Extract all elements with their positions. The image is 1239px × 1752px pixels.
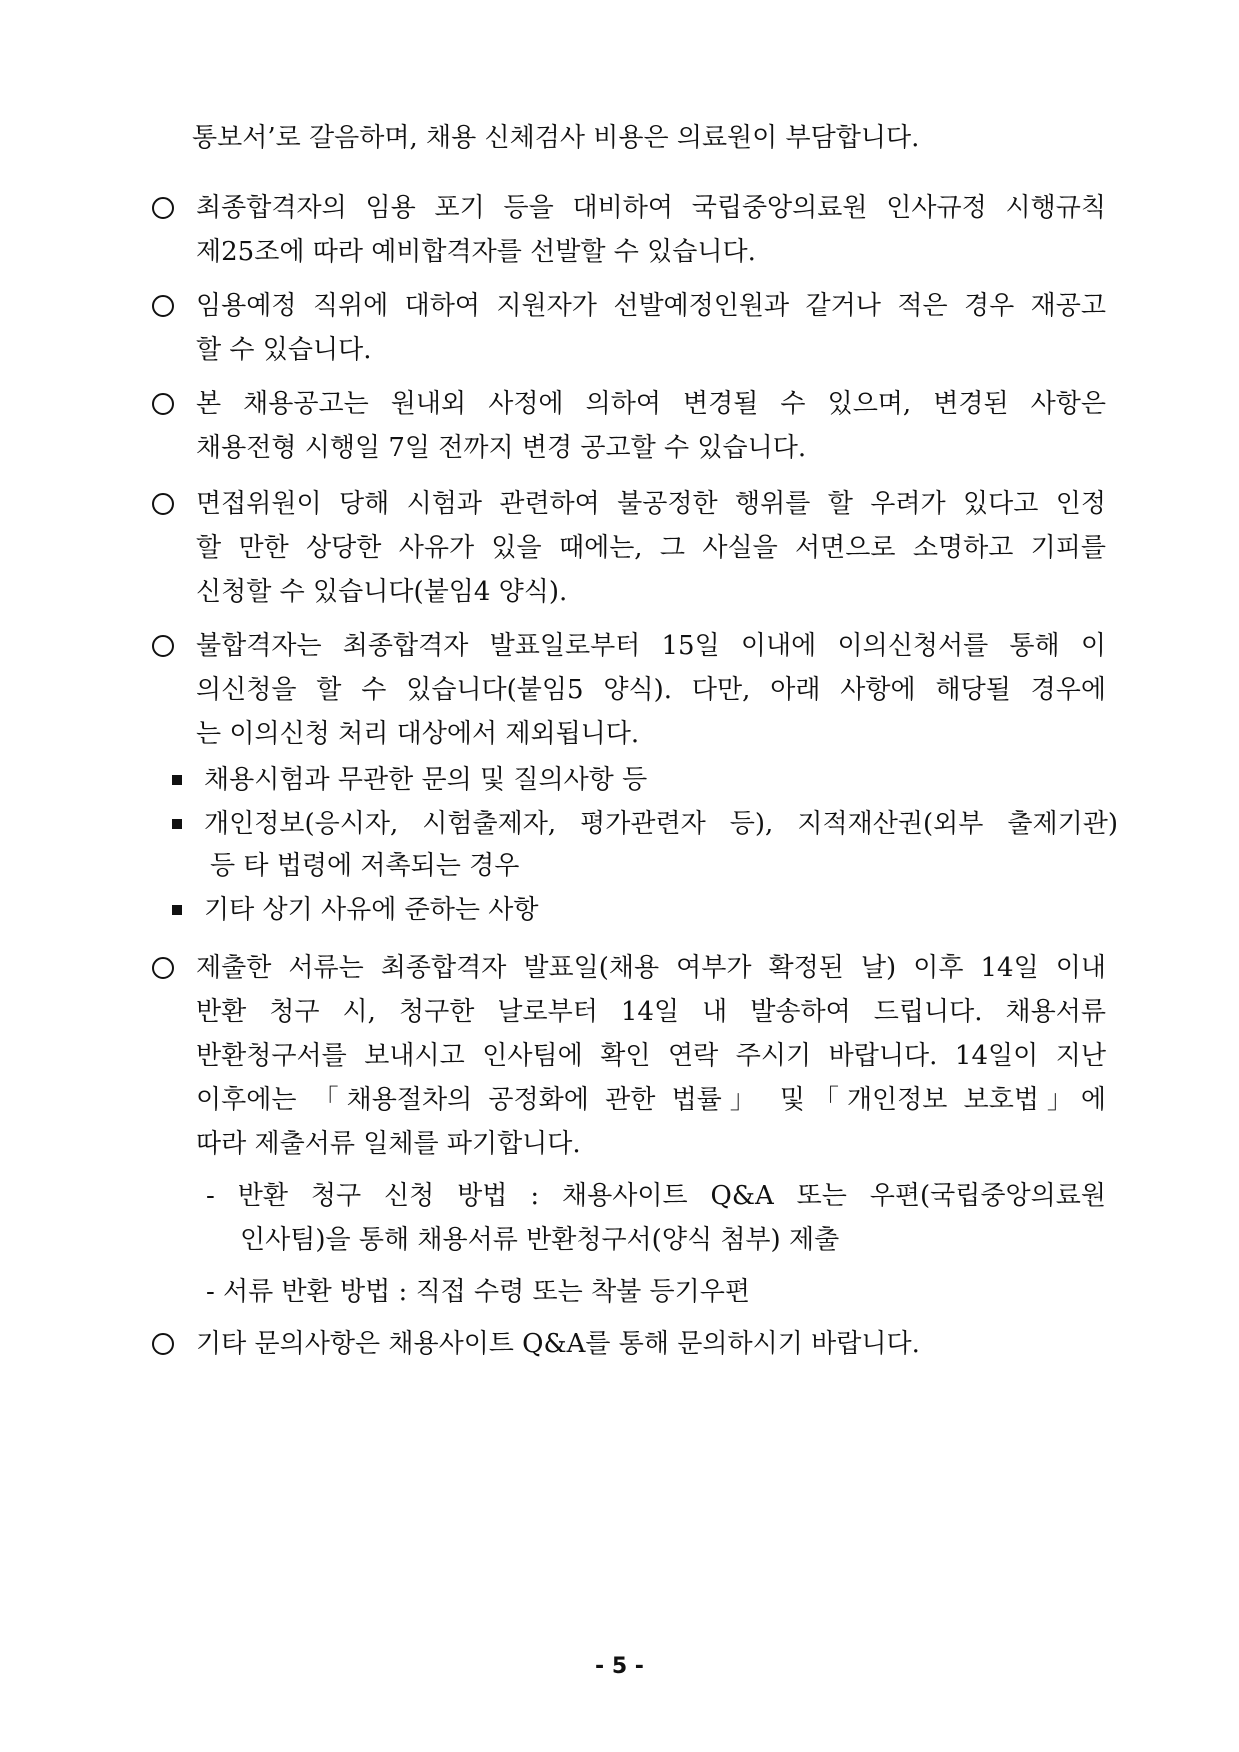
circle-bullet-icon xyxy=(152,957,174,979)
item-3-line-2: 채용전형 시행일 7일 전까지 변경 공고할 수 있습니다. xyxy=(196,433,807,463)
dash-item-1-line-1: - 반환 청구 신청 방법 : 채용사이트 Q&A 또는 우편(국립중앙의료원 xyxy=(206,1181,1106,1211)
item-5-line-3: 는 이의신청 처리 대상에서 제외됩니다. xyxy=(196,719,640,749)
circle-bullet-icon xyxy=(152,493,174,515)
continuation-text: 통보서’로 갈음하며, 채용 신체검사 비용은 의료원이 부담합니다. xyxy=(192,123,920,153)
dash-item-1-line-2: 인사팀)을 통해 채용서류 반환청구서(양식 첨부) 제출 xyxy=(240,1225,840,1255)
item-7-line-1: 기타 문의사항은 채용사이트 Q&A를 통해 문의하시기 바랍니다. xyxy=(196,1329,920,1359)
item-3-line-1: 본 채용공고는 원내외 사정에 의하여 변경될 수 있으며, 변경된 사항은 xyxy=(196,389,1106,419)
item-6-line-2: 반환 청구 시, 청구한 날로부터 14일 내 발송하여 드립니다. 채용서류 xyxy=(196,997,1106,1027)
subitem-2-line-1: 개인정보(응시자, 시험출제자, 평가관련자 등), 지적재산권(외부 출제기관) xyxy=(204,809,1118,839)
item-1-line-2: 제25조에 따라 예비합격자를 선발할 수 있습니다. xyxy=(196,237,756,267)
square-bullet-icon xyxy=(172,905,182,915)
circle-bullet-icon xyxy=(152,635,174,657)
subitem-3-line-1: 기타 상기 사유에 준하는 사항 xyxy=(204,895,539,925)
item-5-line-1: 불합격자는 최종합격자 발표일로부터 15일 이내에 이의신청서를 통해 이 xyxy=(196,631,1106,661)
item-4-line-1: 면접위원이 당해 시험과 관련하여 불공정한 행위를 할 우려가 있다고 인정 xyxy=(196,489,1106,519)
circle-bullet-icon xyxy=(152,1333,174,1355)
item-4-line-3: 신청할 수 있습니다(붙임4 양식). xyxy=(196,577,568,607)
subitem-2-line-2: 등 타 법령에 저촉되는 경우 xyxy=(210,851,520,881)
square-bullet-icon xyxy=(172,819,182,829)
item-1-line-1: 최종합격자의 임용 포기 등을 대비하여 국립중앙의료원 인사규정 시행규칙 xyxy=(196,193,1106,223)
item-6-line-5: 따라 제출서류 일체를 파기합니다. xyxy=(196,1129,581,1159)
circle-bullet-icon xyxy=(152,197,174,219)
subitem-1-line-1: 채용시험과 무관한 문의 및 질의사항 등 xyxy=(204,765,648,795)
item-6-line-4: 이후에는 「채용절차의 공정화에 관한 법률」 및「개인정보 보호법」에 xyxy=(196,1085,1106,1115)
item-4-line-2: 할 만한 상당한 사유가 있을 때에는, 그 사실을 서면으로 소명하고 기피를 xyxy=(196,533,1106,563)
item-2-line-1: 임용예정 직위에 대하여 지원자가 선발예정인원과 같거나 적은 경우 재공고 xyxy=(196,291,1106,321)
item-6-line-1: 제출한 서류는 최종합격자 발표일(채용 여부가 확정된 날) 이후 14일 이내 xyxy=(196,953,1106,983)
page-number: - 5 - xyxy=(595,1654,644,1679)
square-bullet-icon xyxy=(172,775,182,785)
circle-bullet-icon xyxy=(152,295,174,317)
item-6-line-3: 반환청구서를 보내시고 인사팀에 확인 연락 주시기 바랍니다. 14일이 지난 xyxy=(196,1041,1106,1071)
dash-item-2-line-1: - 서류 반환 방법 : 직접 수령 또는 착불 등기우편 xyxy=(206,1277,751,1307)
circle-bullet-icon xyxy=(152,393,174,415)
item-5-line-2: 의신청을 할 수 있습니다(붙임5 양식). 다만, 아래 사항에 해당될 경우에 xyxy=(196,675,1106,705)
item-2-line-2: 할 수 있습니다. xyxy=(196,335,372,365)
